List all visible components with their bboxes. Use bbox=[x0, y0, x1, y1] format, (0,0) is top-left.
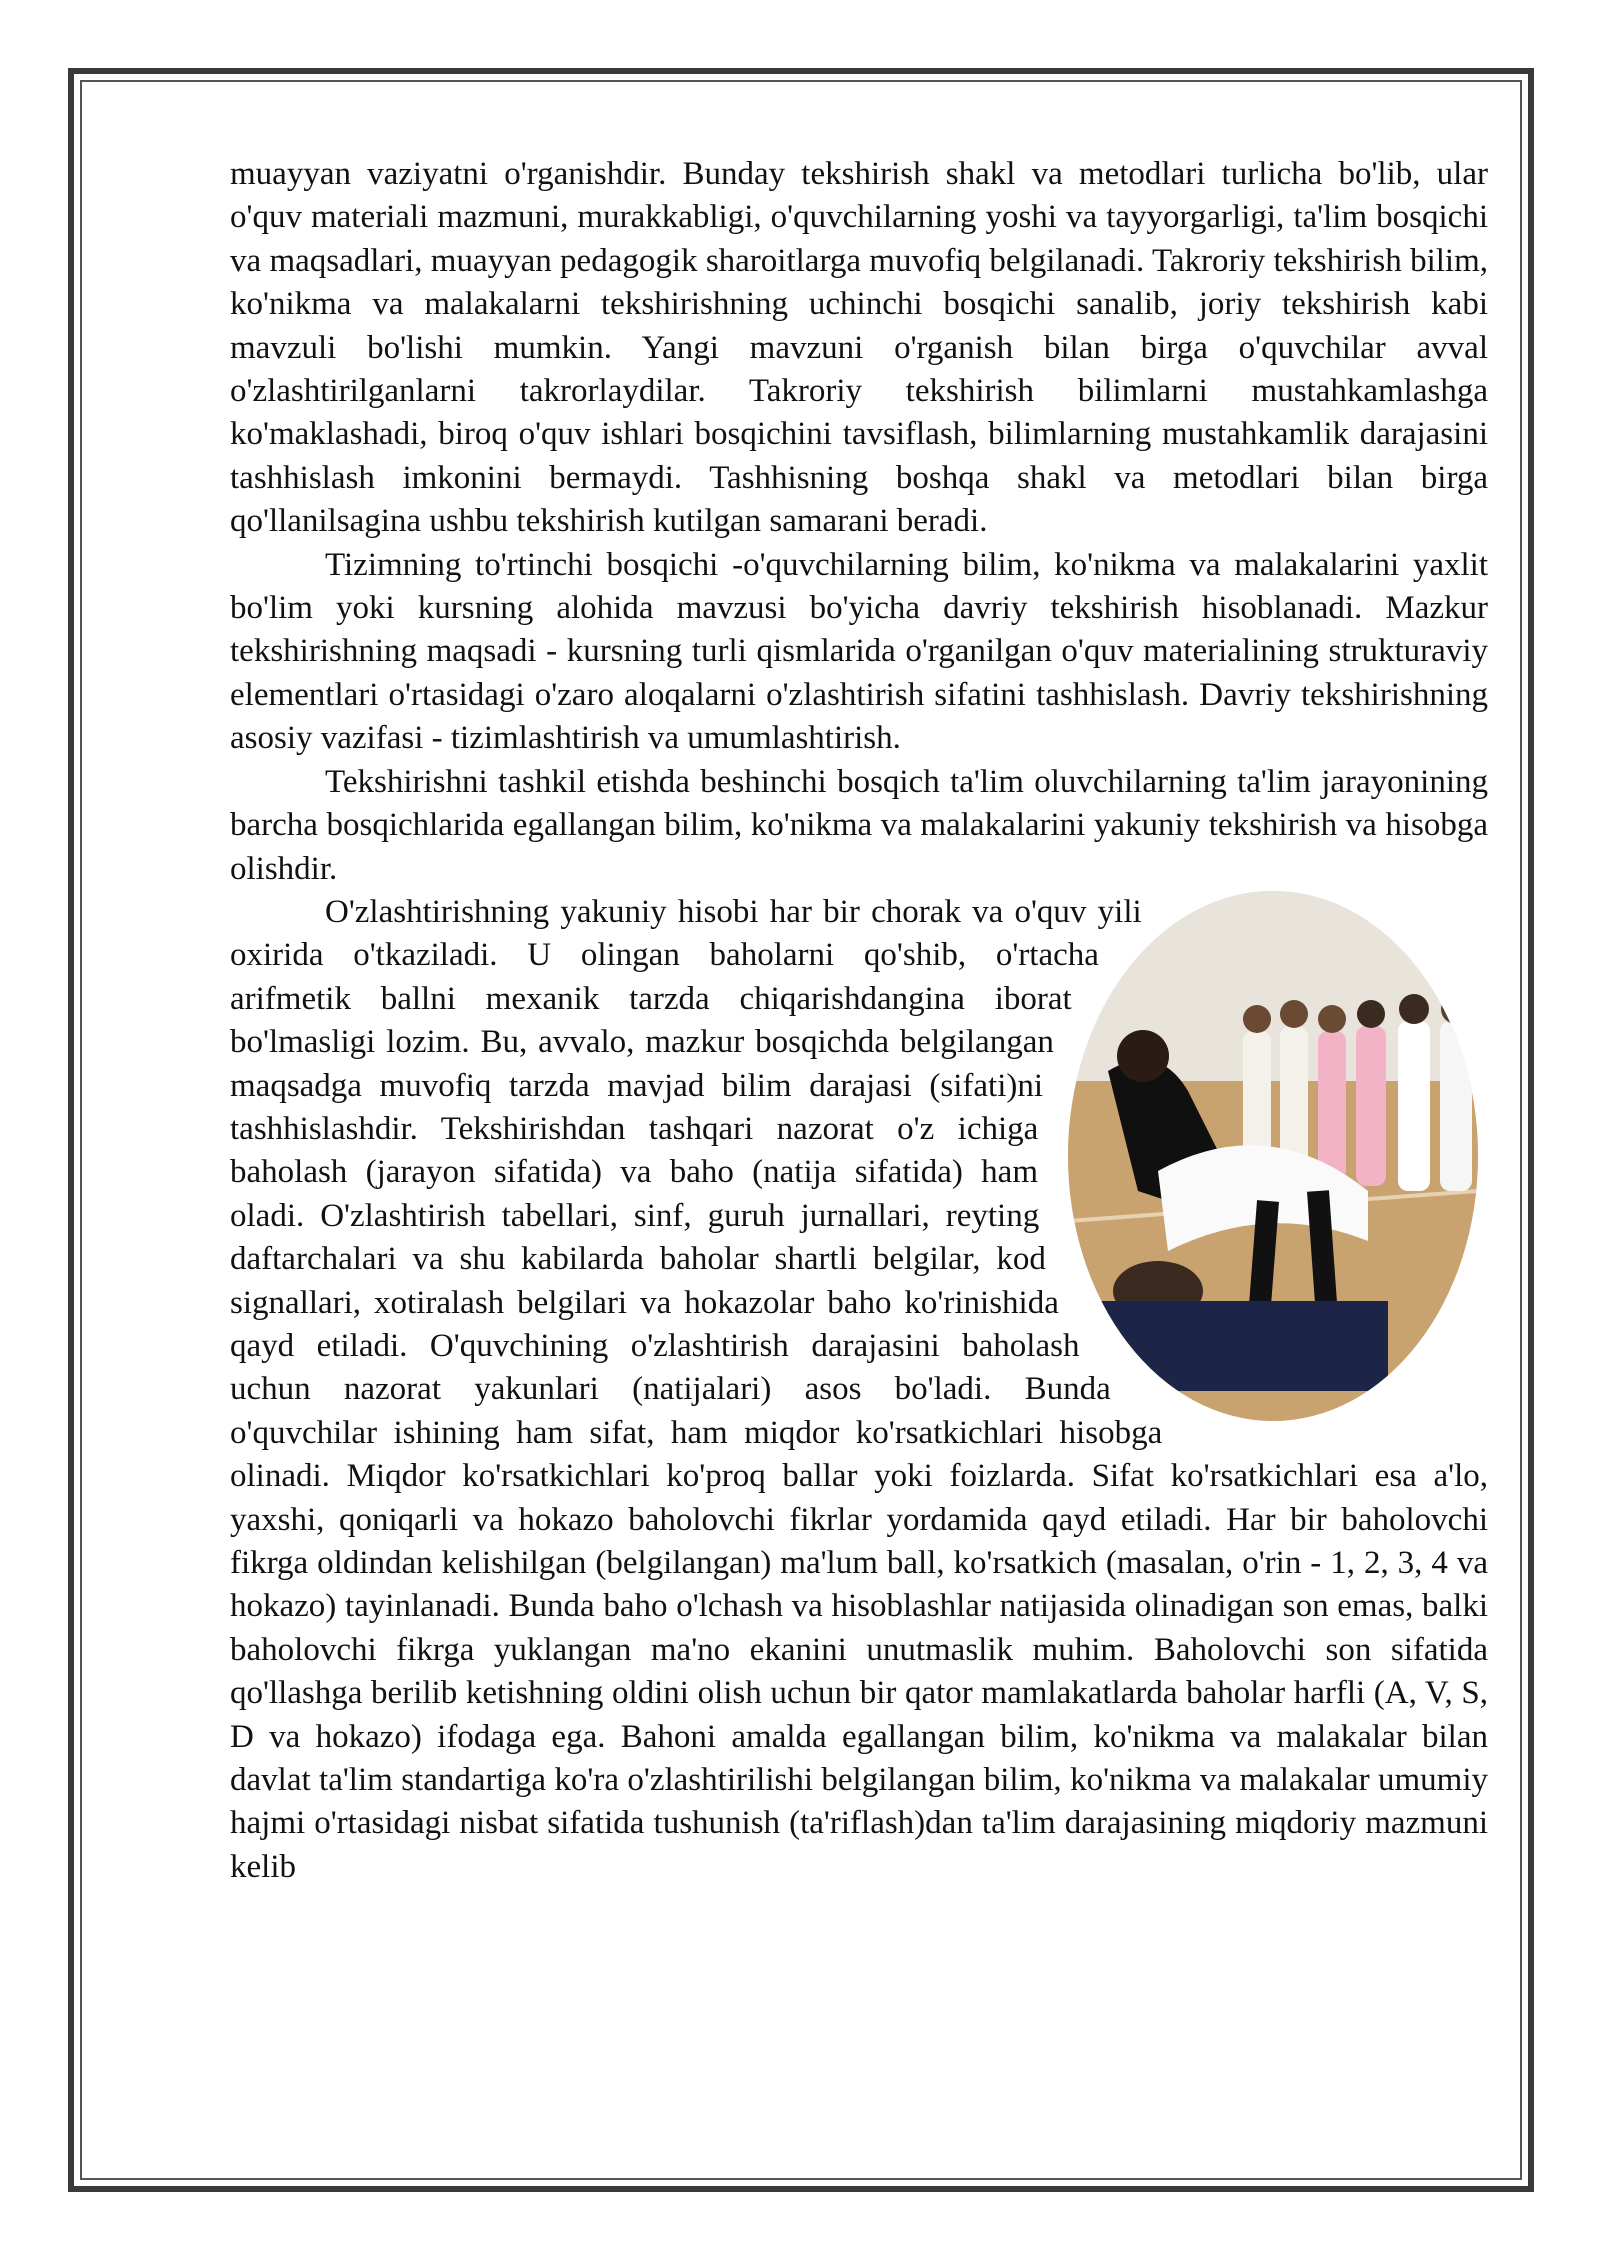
gymnastics-photo-icon bbox=[1068, 891, 1478, 1421]
gymnastics-photo bbox=[1068, 891, 1478, 1421]
paragraph-4-text: O'zlashtirishning yakuniy hisobi har bir chorak va o'quv yili oxirida o'tkaziladi. U olingan baholarni qo'shib, o'rtacha arifmetik ballni mexanik tarzda chiqarishdangina iborat bo'lmasligi lozim. Bu, avvalo, mazkur bosqichda belgilangan maqsadga muvofiq tarzda mavjad bilim darajasi (sifati)ni tashhislashdir. Tekshirishdan tashqari nazorat o'z ichiga baholash (jarayon sifatida) va baho (natija sifatida) ham oladi. O'zlashtirish tabellari, sinf, guruh jurnallari, reyting daftarchalari va shu kabilarda baholar shartli belgilar, kod signallari, xotiralash belgilari va hokazolar baho ko'rinishida qayd etiladi. O'quvchining o'zlashtirish darajasini baholash uchun nazorat yakunlari (natijalari) asos bo'ladi. Bunda o'quvchilar ishining ham sifat, ham miqdor ko'rsatkichlari hisobga olinadi. Miqdor ko'rsatkichlari ko'proq ballar yoki foizlarda. Sifat ko'rsatkichlari esa a'lo, yaxshi, qoniqarli va hokazo baholovchi fikrlar yordamida qayd etiladi. Har bir baholovchi fikrga oldindan kelishilgan (belgilangan) ma'lum ball, ko'rsatkich (masalan, o'rin - 1, 2, 3, 4 va hokazo) tayinlanadi. Bunda baho o'lchash va hisoblashlar natijasida olinadigan son emas, balki baholovchi fikrga yuklangan ma'no ekanini unutmaslik muhim. Baholovchi son sifatida qo'llashga berilib ketishning oldini olish uchun bir qator mamlakatlarda baholar harfli (A, V, S, D va hokazo) ifodaga ega. Bahoni amalda egallangan bilim, ko'nikma va malakalar bilan davlat ta'lim standartiga ko'ra o'zlashtirilishi belgilangan bilim, ko'nikma va malakalar umumiy hajmi o'rtasidagi nisbat sifatida tushunish (ta'riflash)dan ta'lim darajasining miqdoriy mazmuni kelib bbox=[230, 893, 1488, 1885]
page-body bbox=[230, 153, 1488, 1889]
paragraph-2: Tizimning to'rtinchi bosqichi -o'quvchilarning bilim, ko'nikma va malakalarini yaxlit bo'lim yoki kursning alohida mavzusi bo'yicha davriy tekshirish hisoblanadi. Mazkur tekshirishning maqsadi - kursning turli qismlarida o'rganilgan o'quv materialining strukturaviy elementlari o'rtasidagi o'zaro aloqalarni o'zlashtirish sifatini tashhislash. Davriy tekshirishning asosiy vazifasi - tizimlashtirish va umumlashtirish. bbox=[230, 546, 1488, 757]
paragraph-1: muayyan vaziyatni o'rganishdir. Bunday tekshirish shakl va metodlari turlicha bo'lib, ular o'quv materiali mazmuni, murakkabligi, o'quvchilarning yoshi va tayyorgarligi, ta'lim bosqichi va maqsadlari, muayyan pedagogik sharoitlarga muvofiq belgilanadi. Takroriy tekshirish bilim, ko'nikma va malakalarni tekshirishning uchinchi bosqichi sanalib, joriy tekshirish kabi mavzuli bo'lishi mumkin. Yangi mavzuni o'rganish bilan birga o'quvchilar avval o'zlashtirilganlarni takrorlaydilar. Takroriy tekshirish bilimlarni mustahkamlashga ko'maklashadi, biroq o'quv ishlari bosqichini tavsiflash, bilimlarning mustahkamlik darajasini tashhislash imkonini bermaydi. Tashhisning boshqa shakl va metodlari bilan birga qo'llanilsagina ushbu tekshirish kutilgan samarani beradi. bbox=[230, 156, 1488, 540]
paragraph-4 bbox=[230, 891, 1488, 1889]
paragraph-3: Tekshirishni tashkil etishda beshinchi bosqich ta'lim oluvchilarning ta'lim jarayonining barcha bosqichlarida egallangan bilim, ko'nikma va malakalarini yakuniy tekshirish va hisobga olishdir. bbox=[230, 763, 1488, 887]
photo-float bbox=[1068, 891, 1488, 1431]
